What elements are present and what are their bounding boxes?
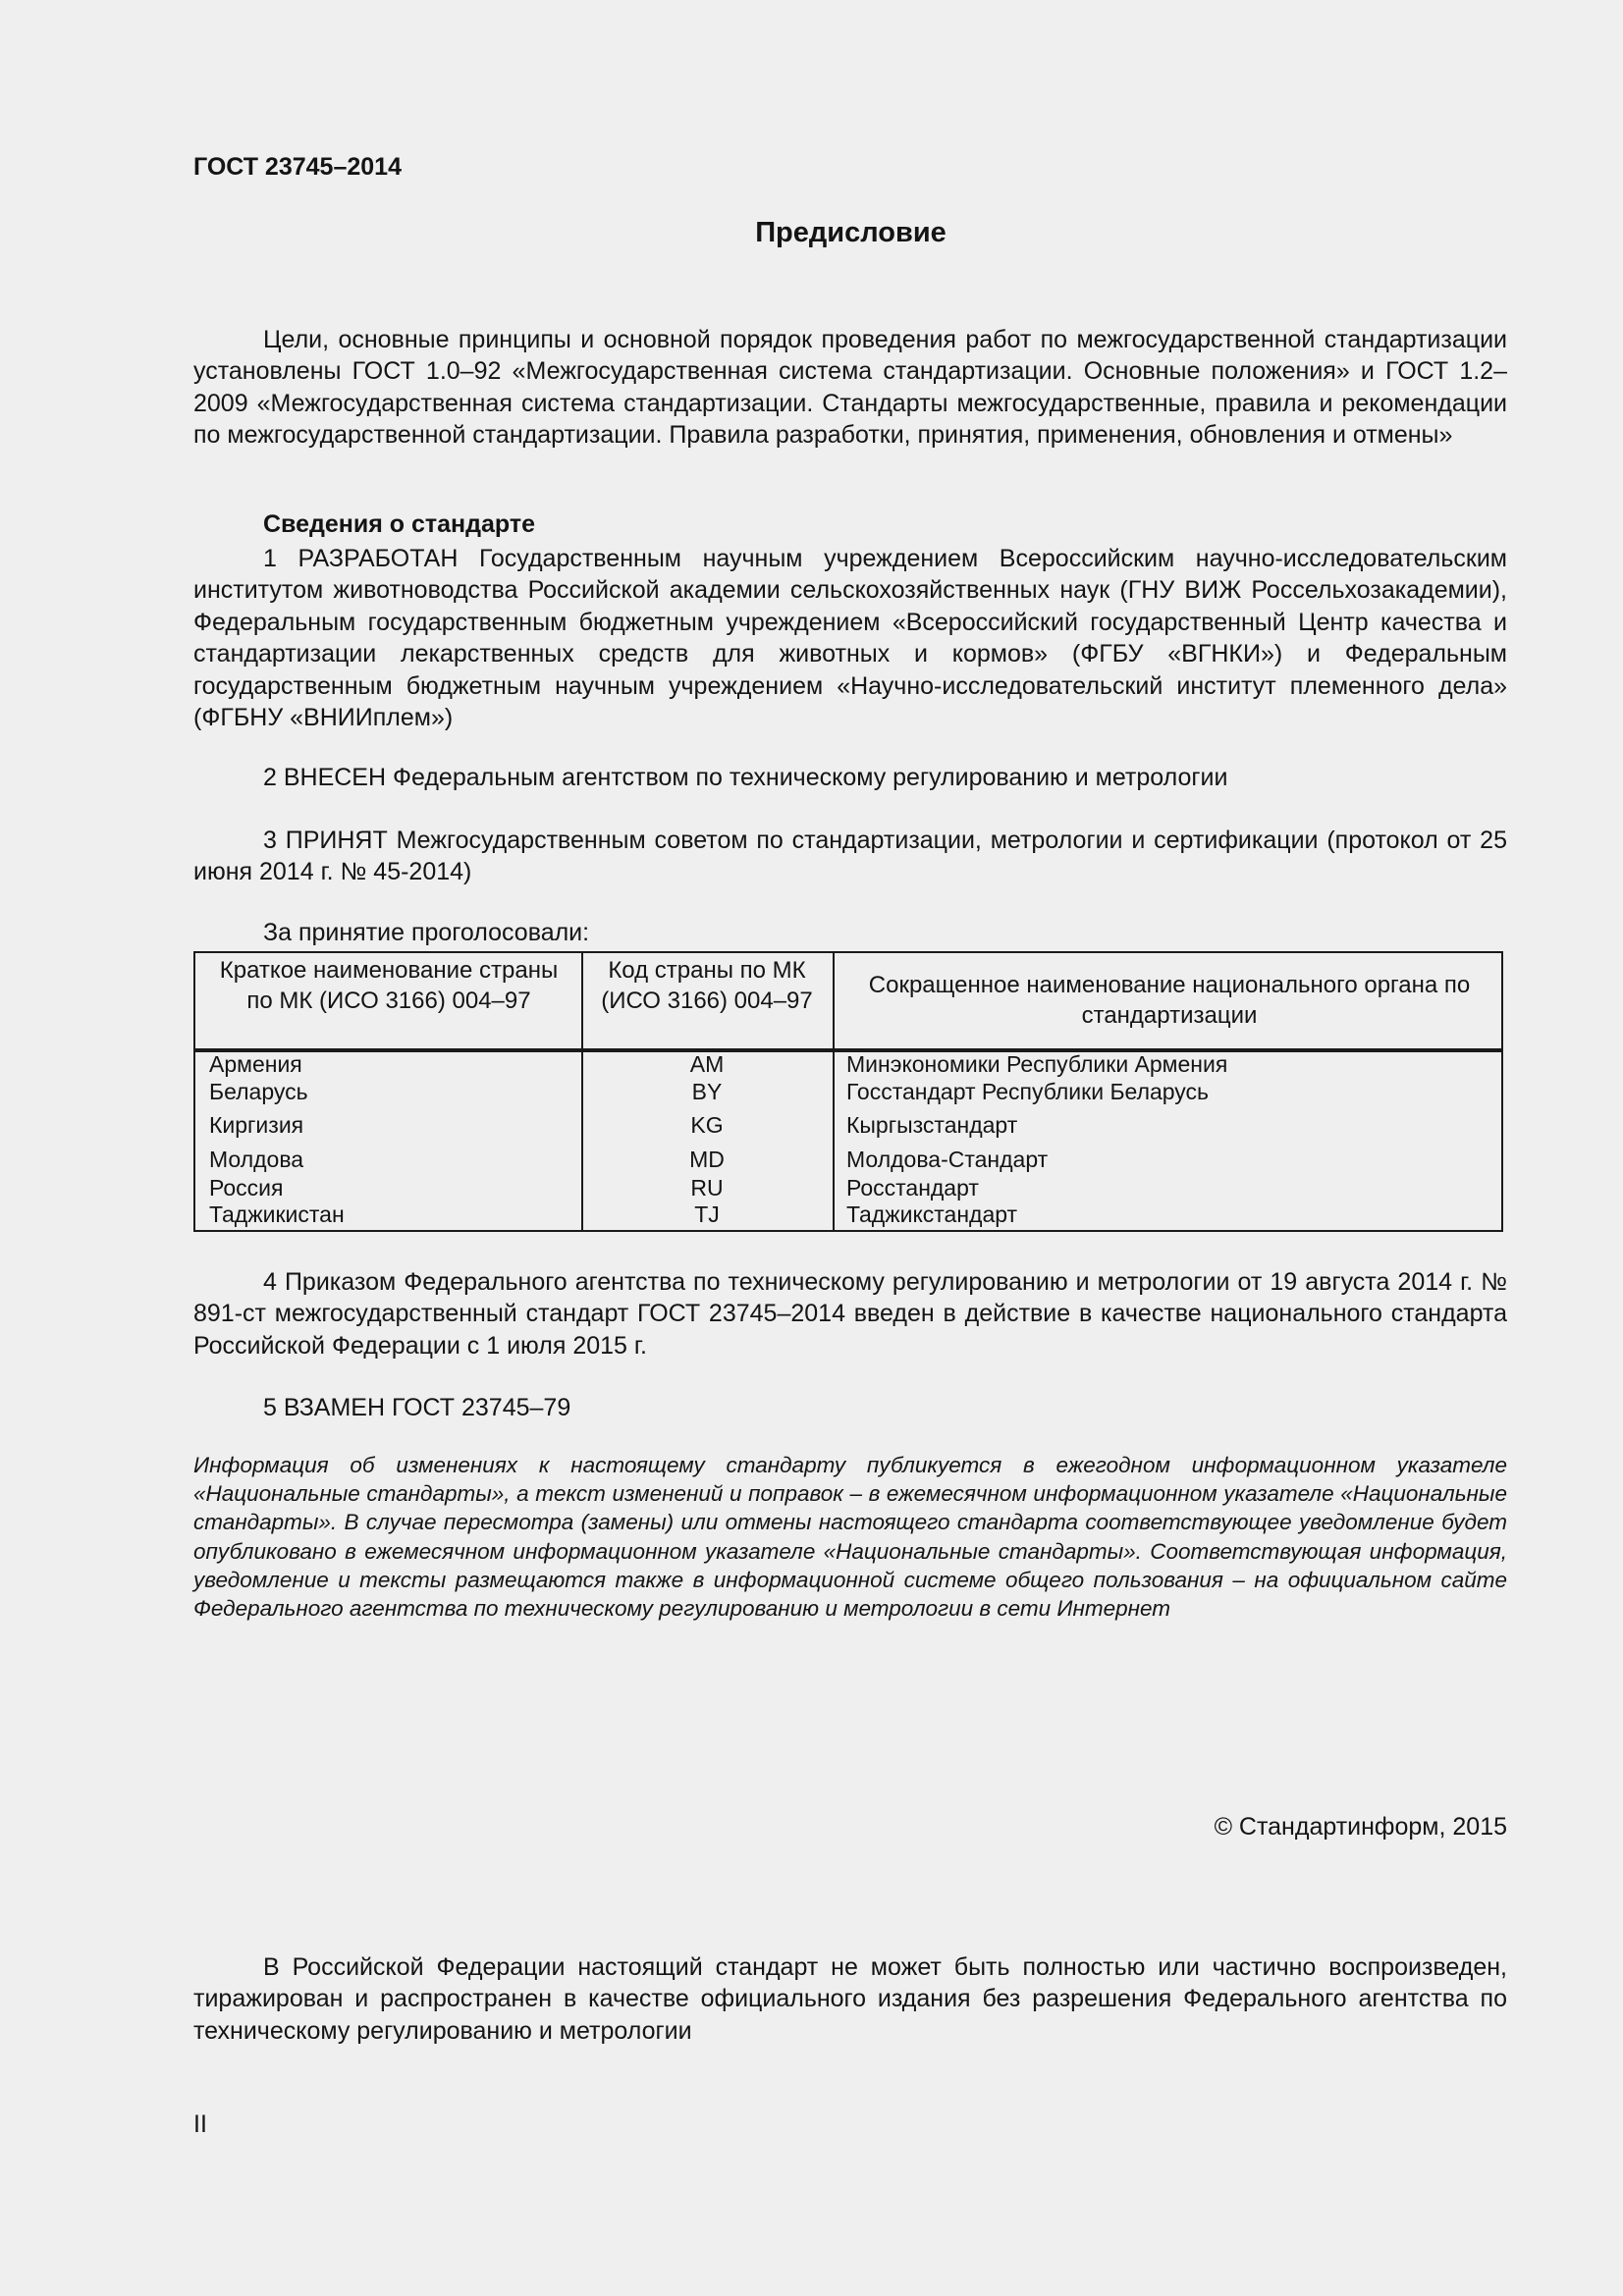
page-title: Предисловие [755, 217, 947, 248]
body-cell: Госстандарт Республики Беларусь [846, 1079, 1210, 1104]
body-cell: Росстандарт [846, 1175, 979, 1201]
introduced-by-paragraph: 2 ВНЕСЕН Федеральным агентством по техническому регулированию и метрологии [263, 764, 1228, 791]
country-cell: Таджикистан [209, 1201, 345, 1227]
body-cell: Молдова-Стандарт [846, 1147, 1049, 1172]
replaces-paragraph: 5 ВЗАМЕН ГОСТ 23745–79 [263, 1394, 571, 1421]
developed-by-paragraph: 1 РАЗРАБОТАН Государственным научным учреждением Всероссийским научно-исследовательским институтом животноводства Российской академии сельскохозяйственных наук (ГНУ ВИЖ Россельхозакадемии), Федеральным государственным бюджетным учреждением «Всероссийский государственный Центр качества и стандартизации лекарственных средств для животных и кормов» (ФГБУ «ВГНКИ») и Федеральным государственным бюджетным научным учреждением «Научно-исследовательский институт племенного дела» (ФГБНУ «ВНИИплем») [193, 545, 1507, 732]
table-column-divider [833, 953, 835, 1230]
code-cell: MD [689, 1147, 725, 1172]
document-code: ГОСТ 23745–2014 [193, 153, 402, 181]
country-cell: Молдова [209, 1147, 304, 1172]
copyright-notice: © Стандартинформ, 2015 [1214, 1813, 1507, 1841]
vote-table [193, 951, 1503, 1232]
country-cell: Киргизия [209, 1112, 304, 1138]
adopted-by-paragraph: 3 ПРИНЯТ Межгосударственным советом по стандартизации, метрологии и сертификации (протокол от 25 июня 2014 г. № 45-2014) [193, 827, 1507, 886]
code-cell: BY [691, 1079, 723, 1104]
code-cell: AM [689, 1051, 725, 1077]
rights-notice: В Российской Федерации настоящий стандарт не может быть полностью или частично воспроизведен, тиражирован и распространен в качестве официального издания без разрешения Федерального агентства по техническому регулированию и метрологии [193, 1953, 1507, 2045]
body-cell: Кыргызстандарт [846, 1112, 1018, 1138]
standard-info-heading: Сведения о стандарте [263, 510, 536, 538]
code-cell: KG [690, 1112, 724, 1138]
country-cell: Армения [209, 1051, 302, 1077]
intro-paragraph: Цели, основные принципы и основной порядок проведения работ по межгосударственной стандартизации установлены ГОСТ 1.0–92 «Межгосударственная система стандартизации. Основные положения» и ГОСТ 1.2–2009 «Межгосударственная система стандартизации. Стандарты межгосударственные, правила и рекомендации по межгосударственной стандартизации. Правила разработки, принятия, применения, обновления и отмены» [193, 326, 1507, 450]
body-cell: Минэкономики Республики Армения [846, 1051, 1228, 1077]
change-notice: Информация об изменениях к настоящему стандарту публикуется в ежегодном информационном указателе «Национальные стандарты», а текст изменений и поправок – в ежемесячном информационном указателе «Национальные стандарты». В случае пересмотра (замены) или отмены настоящего стандарта соответствующее уведомление будет опубликовано в ежемесячном информационном указателе «Национальные стандарты». Соответствующая информация, уведомление и тексты размещаются также в информационной системе общего пользования – на официальном сайте Федерального агентства по техническому регулированию и метрологии в сети Интернет [193, 1453, 1507, 1622]
enacted-by-paragraph: 4 Приказом Федерального агентства по техническому регулированию и метрологии от 19 августа 2014 г. № 891-ст межгосударственный стандарт ГОСТ 23745–2014 введен в действие в качестве национального стандарта Российской Федерации с 1 июля 2015 г. [193, 1268, 1507, 1360]
country-cell: Беларусь [209, 1079, 308, 1104]
code-cell: TJ [694, 1201, 720, 1227]
table-header-body: Сокращенное наименование национального органа по стандартизации [868, 972, 1471, 1029]
code-cell: RU [690, 1175, 724, 1201]
table-column-divider [581, 953, 583, 1230]
table-header-code: Код страны по МК (ИСО 3166) 004–97 [601, 957, 813, 1014]
table-header-country: Краткое наименование страны по МК (ИСО 3166) 004–97 [219, 957, 559, 1014]
page-number: II [193, 2110, 207, 2138]
body-cell: Таджикстандарт [846, 1201, 1018, 1227]
country-cell: Россия [209, 1175, 284, 1201]
voted-label: За принятие проголосовали: [263, 919, 590, 946]
